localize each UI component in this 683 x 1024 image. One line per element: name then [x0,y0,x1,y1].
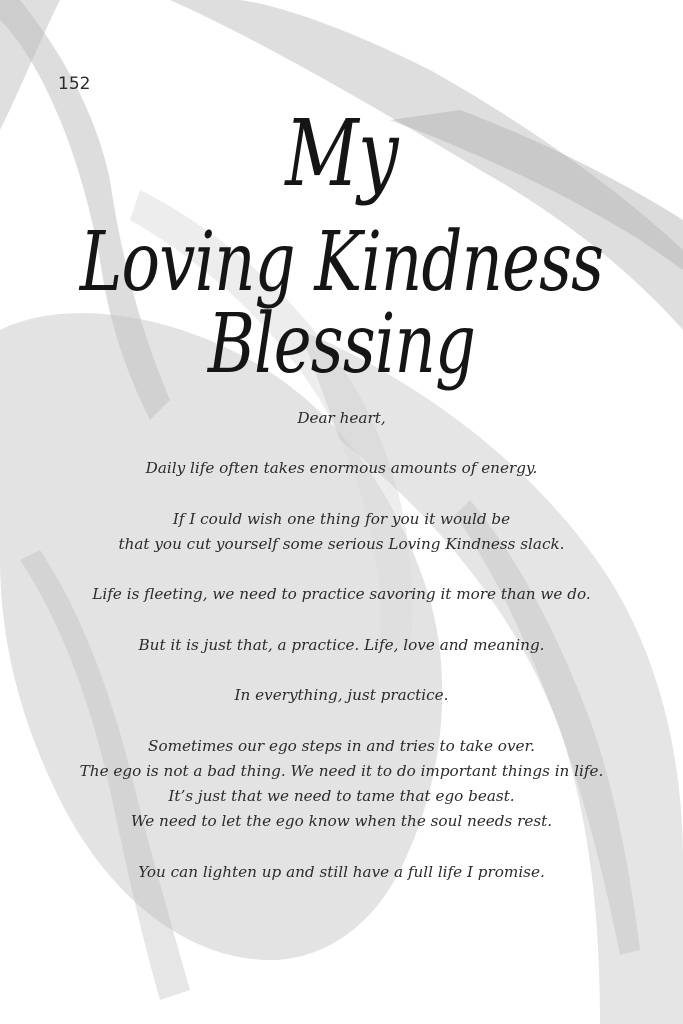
closing-line: You can lighten up and still have a full life I promise. [138,862,545,881]
paragraph-line: Sometimes our ego steps in and tries to take over. [148,736,535,755]
salutation: Dear heart, [297,409,386,427]
paragraph: Daily life often takes enormous amounts of energy. [145,459,538,478]
paragraph-line: We need to let the ego know when the soul needs rest. [130,812,553,831]
paragraph [30,734,653,835]
paragraph: But it is just that, a practice. Life, love and meaning. [138,635,545,654]
page-number: 152 [58,74,91,94]
paragraph-line: If I could wish one thing for you it would be [172,509,511,528]
paragraph: In everything, just practice. [234,686,449,705]
blessing-text [30,406,653,910]
page-title-line-2: Loving Kindness Blessing [79,215,604,392]
paragraph: Life is fleeting, we need to practice savoring it more than we do. [92,585,591,604]
paragraph-line: that you cut yourself some serious Loving Kindness slack. [118,534,565,553]
paragraph-line: It’s just that we need to tame that ego beast. [168,786,515,805]
page-title-line-1: My [285,100,398,207]
paragraph [30,507,653,557]
paragraph-line: The ego is not a bad thing. We need it to do important things in life. [79,761,604,780]
